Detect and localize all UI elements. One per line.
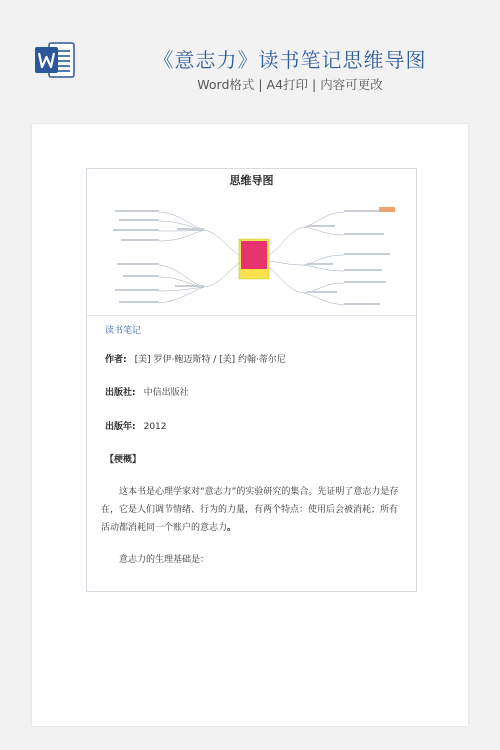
mindmap-image — [109, 205, 401, 311]
section-heading: 读书笔记 — [105, 326, 142, 336]
format-info: Word格式 | A4打印 | 内容可更改 — [197, 77, 383, 92]
document-sheet — [32, 124, 468, 726]
page-header — [0, 0, 500, 108]
mindmap-title: 思维导图 — [229, 174, 274, 187]
document-body — [101, 325, 406, 567]
author-label: 作者: — [105, 354, 127, 365]
basis-line: 意志力的生理基础是： — [119, 554, 210, 565]
year-label: 出版年: — [105, 421, 136, 432]
publisher-label: 出版社: — [105, 388, 136, 398]
year-value: 2012 — [143, 421, 167, 432]
summary-end: 。 — [227, 523, 237, 534]
publisher-row — [105, 387, 406, 401]
summary-heading: 【梗概】 — [105, 455, 142, 465]
author-value: [美] 罗伊·鲍迈斯特 / [美] 约翰·蒂尔尼 — [134, 354, 286, 365]
word-icon — [34, 40, 76, 80]
author-row — [105, 354, 406, 368]
publisher-value: 中信出版社 — [143, 388, 189, 398]
section-divider — [87, 315, 416, 316]
summary-text: 这本书是心理学家对“意志力”的实验研究的集合。先证明了意志力是存在，它是人们调节情绪、行为的力量，有两个特点：使用后会被消耗；所有活动都消耗同一个账户的意志力 — [101, 486, 399, 534]
year-row — [105, 421, 406, 435]
summary-paragraph — [101, 483, 406, 538]
document-content — [86, 168, 417, 592]
page-title: 《意志力》读书笔记思维导图 — [153, 48, 427, 72]
